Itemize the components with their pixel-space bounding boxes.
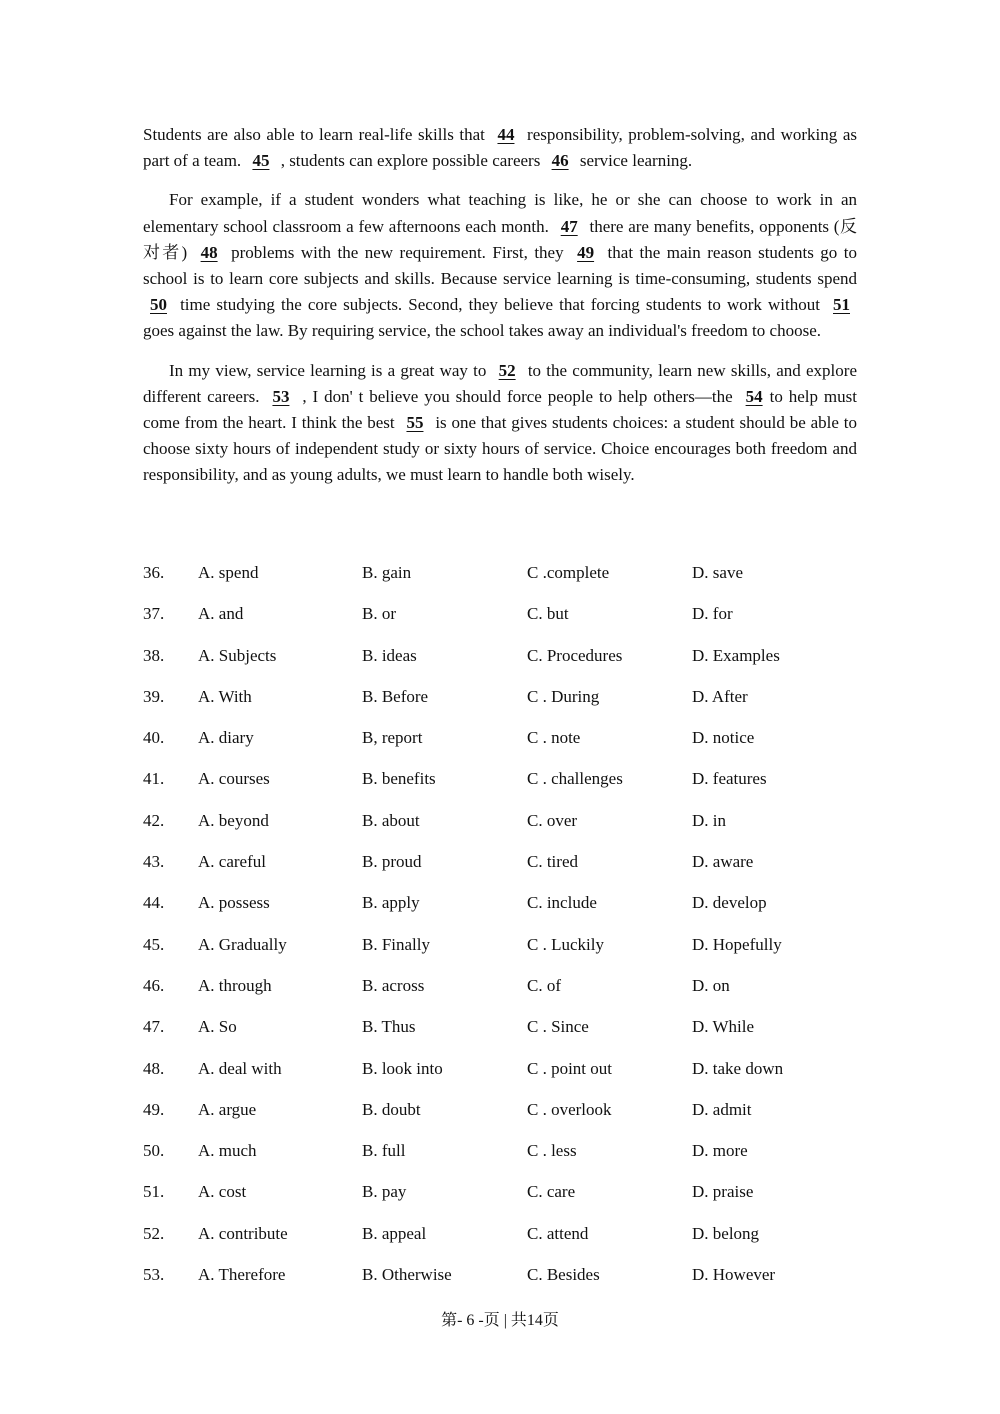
option-b: B. gain (362, 563, 412, 582)
question-row (143, 1014, 863, 1055)
option-a: A. argue (198, 1099, 257, 1119)
option-a: A. Therefore (198, 1265, 286, 1285)
option-b: B. or (362, 604, 396, 624)
option-a: A. So (198, 1017, 237, 1037)
option-b: B. ideas (362, 645, 417, 665)
option-d: D. save (692, 563, 743, 582)
option-c: C . note (527, 728, 581, 748)
text: that the main reason students go to school is to learn core subjects and skills. Because service learning is time-consuming, students spend (143, 242, 857, 289)
question-row (143, 808, 863, 849)
question-row (143, 643, 863, 684)
option-c: C .complete (527, 563, 610, 582)
option-c: C. but (527, 604, 569, 624)
question-number: 45. (143, 934, 165, 954)
option-c: C. Besides (527, 1265, 600, 1285)
paragraph-1 (143, 122, 857, 174)
blank-50: 50 (150, 295, 167, 315)
option-c: C. include (527, 893, 597, 913)
option-d: D. belong (692, 1223, 760, 1243)
paragraph-3 (143, 358, 857, 489)
option-d: D. Examples (692, 645, 780, 665)
question-number: 37. (143, 604, 165, 624)
paragraph-2 (143, 187, 857, 344)
option-a: A. much (198, 1141, 257, 1161)
text: to the community, learn new skills, and explore different careers. (143, 360, 857, 406)
text: there are many benefits, opponents (反对者) (143, 216, 857, 262)
option-b: B. Finally (362, 934, 431, 954)
blank-51: 51 (833, 295, 850, 315)
option-d: D. for (692, 604, 733, 624)
blank-54: 54 (745, 386, 763, 406)
option-b: B. doubt (362, 1099, 421, 1119)
question-number: 44. (143, 893, 165, 913)
option-c: C. tired (527, 852, 578, 872)
option-a: A. and (198, 604, 244, 624)
option-b: B. about (362, 810, 420, 830)
option-b: B. Before (362, 686, 429, 706)
option-c: C. over (527, 810, 578, 830)
question-number: 48. (143, 1058, 165, 1078)
text: goes against the law. By requiring service, the school takes away an individual's freedom to choose. (143, 321, 821, 341)
option-b: B. proud (362, 852, 422, 872)
text: In my view, service learning is a great way to (169, 360, 492, 380)
question-number: 43. (143, 852, 165, 872)
question-number: 50. (143, 1141, 165, 1161)
option-d: D. After (692, 686, 748, 706)
option-c: C. care (527, 1182, 576, 1202)
text: responsibility, problem-solving, and working as part of a team. (143, 125, 857, 171)
option-a: A. beyond (198, 810, 269, 830)
option-c: C . Luckily (527, 934, 604, 954)
question-row (143, 973, 863, 1014)
question-number: 39. (143, 686, 165, 706)
option-d: D. develop (692, 893, 767, 913)
text: is one that gives students choices: a student should be able to choose sixty hours of independent study or sixty hours of service. Choice encourages both freedom and responsibility, and as young adults, we must learn to handle both wisely. (143, 413, 857, 485)
question-number: 41. (143, 769, 165, 789)
blank-45: 45 (252, 151, 270, 171)
option-b: B. full (362, 1141, 406, 1161)
option-d: D. admit (692, 1099, 752, 1119)
option-a: A. courses (198, 769, 270, 789)
text: Students are also able to learn real-life skills that (143, 125, 491, 144)
option-d: D. features (692, 769, 767, 789)
question-row (143, 1097, 863, 1138)
blank-49: 49 (577, 242, 595, 262)
option-c: C . During (527, 686, 600, 706)
text: problems with the new requirement. First, they (224, 242, 571, 262)
option-b: B. appeal (362, 1223, 427, 1243)
option-c: C . less (527, 1141, 577, 1161)
blank-53: 53 (272, 386, 290, 406)
option-a: A. Gradually (198, 934, 287, 954)
question-number: 38. (143, 645, 165, 665)
question-number: 36. (143, 563, 165, 582)
option-d: D. Hopefully (692, 934, 782, 954)
option-d: D. more (692, 1141, 748, 1161)
option-b: B. look into (362, 1058, 443, 1078)
question-number: 53. (143, 1265, 165, 1285)
option-b: B. Otherwise (362, 1265, 452, 1285)
question-number: 40. (143, 728, 165, 748)
question-row (143, 725, 863, 766)
question-row (143, 684, 863, 725)
option-c: C. attend (527, 1223, 589, 1243)
blank-52: 52 (498, 360, 516, 380)
blank-48: 48 (200, 242, 218, 262)
option-b: B. across (362, 975, 425, 995)
question-number: 47. (143, 1017, 165, 1037)
option-d: D. While (692, 1017, 755, 1037)
option-c: C. Procedures (527, 645, 623, 665)
option-b: B. apply (362, 893, 420, 913)
question-row (143, 766, 863, 807)
option-a: A. Subjects (198, 645, 277, 665)
question-row (143, 560, 863, 601)
option-b: B, report (362, 728, 423, 748)
question-row (143, 932, 863, 973)
blank-55: 55 (406, 413, 424, 433)
cloze-passage (143, 122, 857, 502)
option-d: D. notice (692, 728, 755, 748)
option-a: A. careful (198, 852, 266, 872)
question-row (143, 1221, 863, 1262)
question-row (143, 890, 863, 931)
answer-options-list (143, 560, 863, 1303)
option-c: C. of (527, 975, 561, 995)
question-row (143, 1179, 863, 1220)
question-row (143, 1262, 863, 1303)
option-d: D. However (692, 1265, 776, 1285)
option-a: A. through (198, 975, 272, 995)
question-number: 49. (143, 1099, 165, 1119)
option-a: A. contribute (198, 1223, 288, 1243)
blank-47: 47 (560, 216, 578, 236)
option-d: D. aware (692, 852, 754, 872)
option-d: D. on (692, 975, 730, 995)
option-a: A. possess (198, 893, 270, 913)
option-c: C . challenges (527, 769, 623, 789)
question-row (143, 849, 863, 890)
question-number: 42. (143, 810, 165, 830)
text: , students can explore possible careers (276, 151, 545, 171)
text: time studying the core subjects. Second, they believe that forcing students to work without (174, 295, 826, 315)
text: , I don' t believe you should force people to help others—the (296, 386, 739, 406)
question-row (143, 1138, 863, 1179)
text: to help must come from the heart. I think the best (143, 386, 857, 433)
option-d: D. praise (692, 1182, 754, 1202)
option-a: A. With (198, 686, 252, 706)
blank-46: 46 (551, 151, 569, 171)
option-a: A. cost (198, 1182, 247, 1202)
option-c: C . Since (527, 1017, 589, 1037)
option-a: A. spend (198, 563, 259, 582)
question-row (143, 601, 863, 642)
text: For example, if a student wonders what teaching is like, he or she can choose to work in an elementary school classroom a few afternoons each month. (143, 190, 857, 236)
option-c: C . point out (527, 1058, 613, 1078)
blank-44: 44 (497, 125, 515, 144)
option-d: D. in (692, 810, 726, 830)
question-number: 46. (143, 975, 165, 995)
question-number: 52. (143, 1223, 165, 1243)
option-a: A. deal with (198, 1058, 282, 1078)
option-b: B. pay (362, 1182, 407, 1202)
option-d: D. take down (692, 1058, 784, 1078)
option-a: A. diary (198, 728, 254, 748)
text: service learning. (575, 151, 693, 171)
option-b: B. benefits (362, 769, 436, 789)
question-row (143, 1056, 863, 1097)
option-b: B. Thus (362, 1017, 416, 1037)
page-footer: 第- 6 -页 | 共14页 (441, 1312, 559, 1329)
option-c: C . overlook (527, 1099, 612, 1119)
question-number: 51. (143, 1182, 165, 1202)
